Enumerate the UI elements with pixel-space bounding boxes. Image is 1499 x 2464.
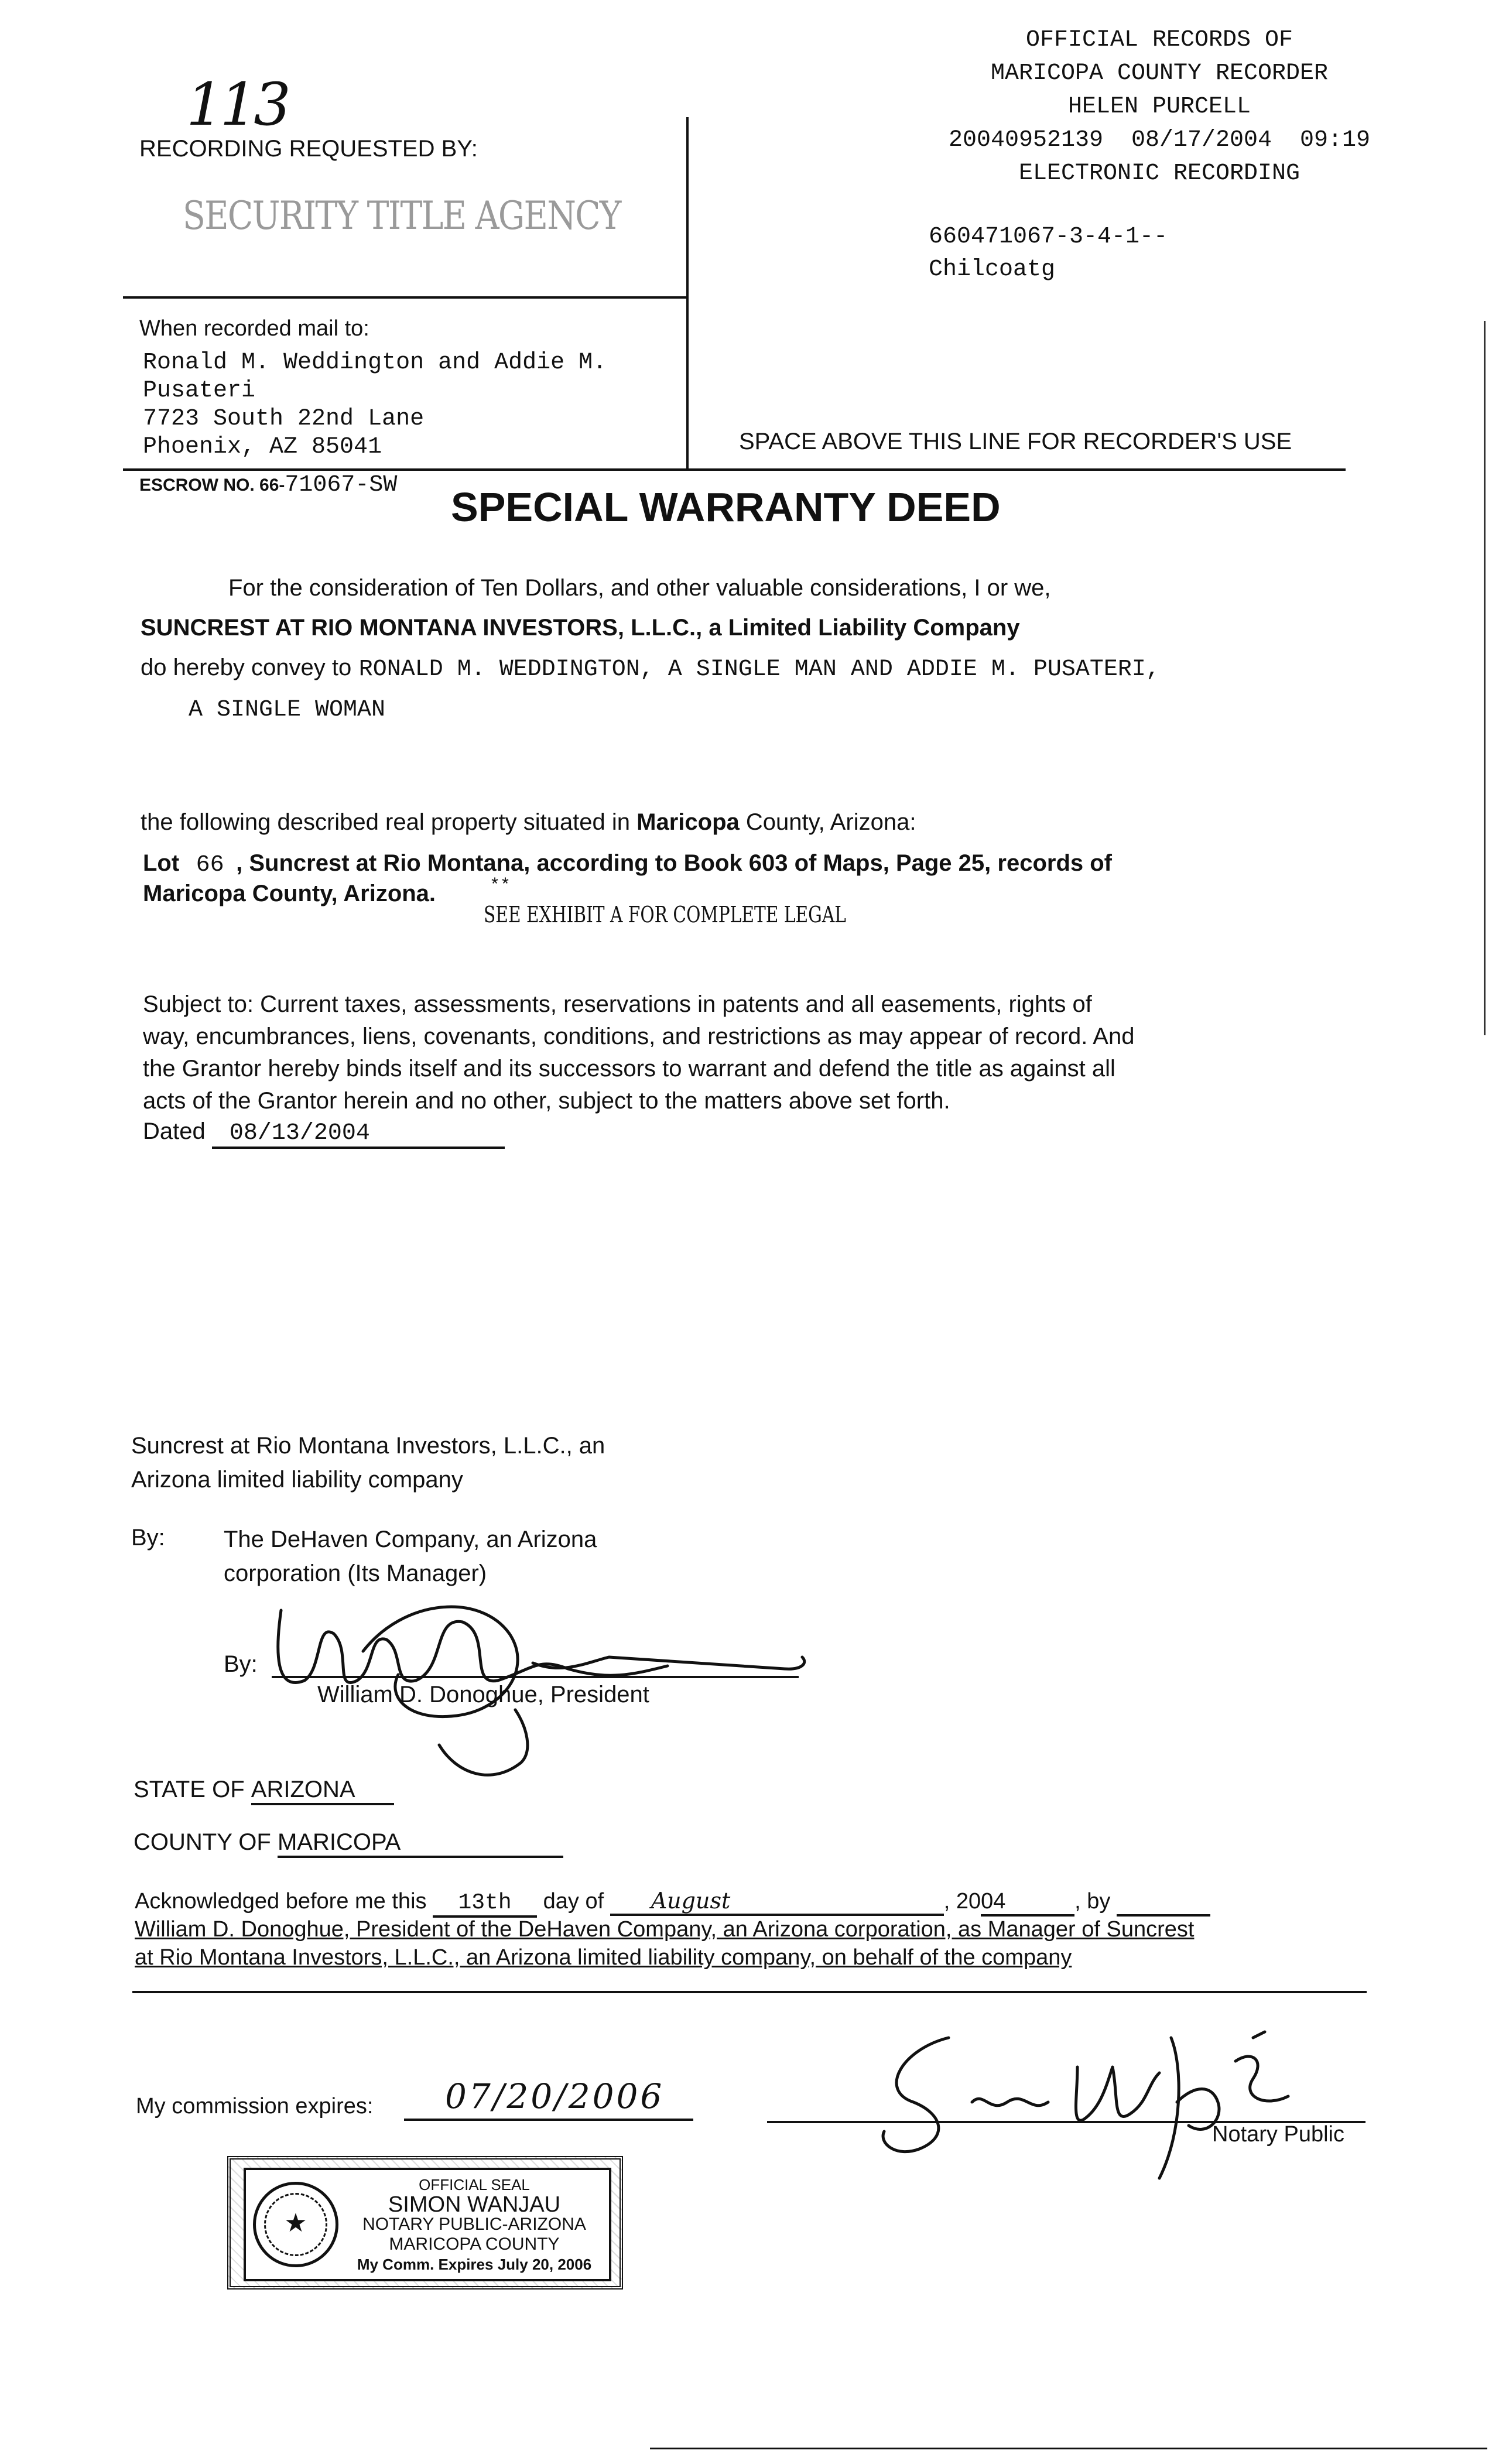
recorder-line: HELEN PURCELL <box>1067 94 1251 120</box>
footer-rule <box>650 2448 1487 2449</box>
property-intro <box>141 809 916 836</box>
signing-company <box>131 1429 605 1497</box>
manager-line2: corporation (Its Manager) <box>224 1560 487 1586</box>
county-label: COUNTY OF <box>134 1829 271 1855</box>
manager-line1: The DeHaven Company, an Arizona <box>224 1527 597 1552</box>
grantor-name: SUNCREST AT RIO MONTANA INVESTORS, L.L.C., a Limited Liability Company <box>141 615 1020 641</box>
recorder-line: 20040952139 08/17/2004 09:19 <box>948 127 1371 153</box>
lot-label: Lot <box>143 850 180 876</box>
company-line1: Suncrest at Rio Montana Investors, L.L.C., an <box>131 1433 605 1459</box>
seal-line-expires: My Comm. Expires July 20, 2006 <box>357 2256 592 2273</box>
commission-label: My commission expires: <box>136 2094 374 2119</box>
recorder-space-note: SPACE ABOVE THIS LINE FOR RECORDER'S USE <box>739 429 1292 454</box>
escrow-number <box>139 472 397 498</box>
by-label: By: <box>131 1525 165 1551</box>
ack-year: 04 <box>981 1889 1074 1917</box>
ack-by: , by <box>1074 1889 1111 1914</box>
subject-line: acts of the Grantor herein and no other, subject to the matters above set forth. <box>143 1088 950 1114</box>
notary-seal-inner <box>244 2168 611 2281</box>
grantees-line2: A SINGLE WOMAN <box>189 697 386 723</box>
lot-number: 66 <box>196 852 224 878</box>
property-intro-a: the following described real property situated in <box>141 809 631 835</box>
subject-to-clause <box>143 988 1134 1117</box>
acknowledgment-rule <box>132 1991 1367 1993</box>
page-edge-mark <box>1484 321 1486 1035</box>
county-line <box>134 1829 563 1858</box>
escrow-label: ESCROW NO. 66- <box>139 475 285 495</box>
recorder-space-line <box>123 468 1346 471</box>
recorder-reference: 660471067-3-4-1-- <box>929 224 1168 250</box>
mail-to-line: 7723 South 22nd Lane <box>143 406 425 432</box>
legal-asterisks: ** <box>490 876 511 896</box>
signer-name: William D. Donoghue, President <box>317 1682 649 1707</box>
state-value: ARIZONA <box>251 1777 394 1805</box>
seal-line-notary: NOTARY PUBLIC-ARIZONA <box>362 2215 586 2234</box>
subject-line: the Grantor hereby binds itself and its successors to warrant and defend the title as against all <box>143 1056 1115 1082</box>
notary-signature <box>831 2014 1358 2190</box>
property-intro-b: County, Arizona: <box>745 809 916 835</box>
escrow-value: 71067-SW <box>285 472 398 498</box>
ack-prefix: Acknowledged before me this <box>135 1889 427 1914</box>
acknowledgment-line1 <box>135 1888 1210 1918</box>
consideration-text: For the consideration of Ten Dollars, and other valuable considerations, I or we, <box>228 575 1051 601</box>
recorder-line: OFFICIAL RECORDS OF <box>1025 27 1293 53</box>
star-icon: ★ <box>284 2209 307 2237</box>
acknowledgment-line2: William D. Donoghue, President of the DeHaven Company, an Arizona corporation, as Manager of Suncrest <box>135 1917 1195 1942</box>
ack-day-of: day of <box>543 1889 604 1914</box>
convey-prefix: do hereby convey to <box>141 655 352 680</box>
deed-title: SPECIAL WARRANTY DEED <box>451 484 1001 530</box>
subject-line: way, encumbrances, liens, covenants, conditions, and restrictions as may appear of record. And <box>143 1024 1135 1049</box>
company-line2: Arizona limited liability company <box>131 1467 463 1493</box>
notary-seal <box>227 2156 623 2290</box>
legal-description-line1 <box>143 850 1112 878</box>
state-label: STATE OF <box>134 1777 245 1802</box>
recorder-line: MARICOPA COUNTY RECORDER <box>990 60 1329 87</box>
ack-month: August <box>610 1888 944 1916</box>
recording-requested-label: RECORDING REQUESTED BY: <box>139 136 478 162</box>
acknowledgment-line3: at Rio Montana Investors, L.L.C., an Arizona limited liability company, on behalf of the company <box>135 1945 1072 1970</box>
mail-to-line: Ronald M. Weddington and Addie M. <box>143 350 607 376</box>
ack-day: 13th <box>433 1890 537 1918</box>
left-box-divider <box>123 296 688 299</box>
mail-to-line: Phoenix, AZ 85041 <box>143 434 382 460</box>
dated-line <box>143 1118 505 1149</box>
legal-description-line2: Maricopa County, Arizona. <box>143 881 436 906</box>
mail-to-address <box>143 349 607 461</box>
by2-label: By: <box>224 1651 258 1677</box>
recorder-info <box>896 23 1423 190</box>
president-signature <box>258 1569 820 1780</box>
grantees-line1: RONALD M. WEDDINGTON, A SINGLE MAN AND ADDIE M. PUSATERI, <box>358 656 1160 683</box>
handwritten-page-number: 113 <box>186 70 288 139</box>
commission-expires-date: 07/20/2006 <box>445 2076 665 2116</box>
seal-line-county: MARICOPA COUNTY <box>389 2234 560 2254</box>
mail-to-label: When recorded mail to: <box>139 316 369 341</box>
exhibit-note: SEE EXHIBIT A FOR COMPLETE LEGAL <box>484 902 846 928</box>
commission-underline <box>404 2119 693 2121</box>
state-line <box>134 1777 394 1805</box>
dated-value: 08/13/2004 <box>212 1120 505 1149</box>
seal-line-official: OFFICIAL SEAL <box>419 2176 530 2193</box>
recorder-clerk: Chilcoatg <box>929 256 1056 283</box>
mail-to-line: Pusateri <box>143 378 256 404</box>
legal-text-1: , Suncrest at Rio Montana, according to Book 603 of Maps, Page 25, records of <box>236 850 1112 876</box>
ack-year-prefix: , 20 <box>943 1889 981 1914</box>
seal-text <box>345 2175 603 2274</box>
left-box-right-border <box>686 117 689 470</box>
recorder-line: ELECTRONIC RECORDING <box>1018 160 1300 187</box>
requested-by-stamp: SECURITY TITLE AGENCY <box>183 193 621 238</box>
property-county: Maricopa <box>636 809 740 835</box>
county-value: MARICOPA <box>278 1829 563 1858</box>
notary-public-label: Notary Public <box>1212 2122 1344 2147</box>
conveyance-line <box>141 655 1160 683</box>
subject-line: Subject to: Current taxes, assessments, reservations in patents and all easements, rights of <box>143 991 1092 1017</box>
state-seal-emblem <box>253 2182 338 2267</box>
ack-by-blank <box>1117 1889 1210 1917</box>
dated-label: Dated <box>143 1118 206 1144</box>
seal-line-name: SIMON WANJAU <box>388 2192 561 2217</box>
